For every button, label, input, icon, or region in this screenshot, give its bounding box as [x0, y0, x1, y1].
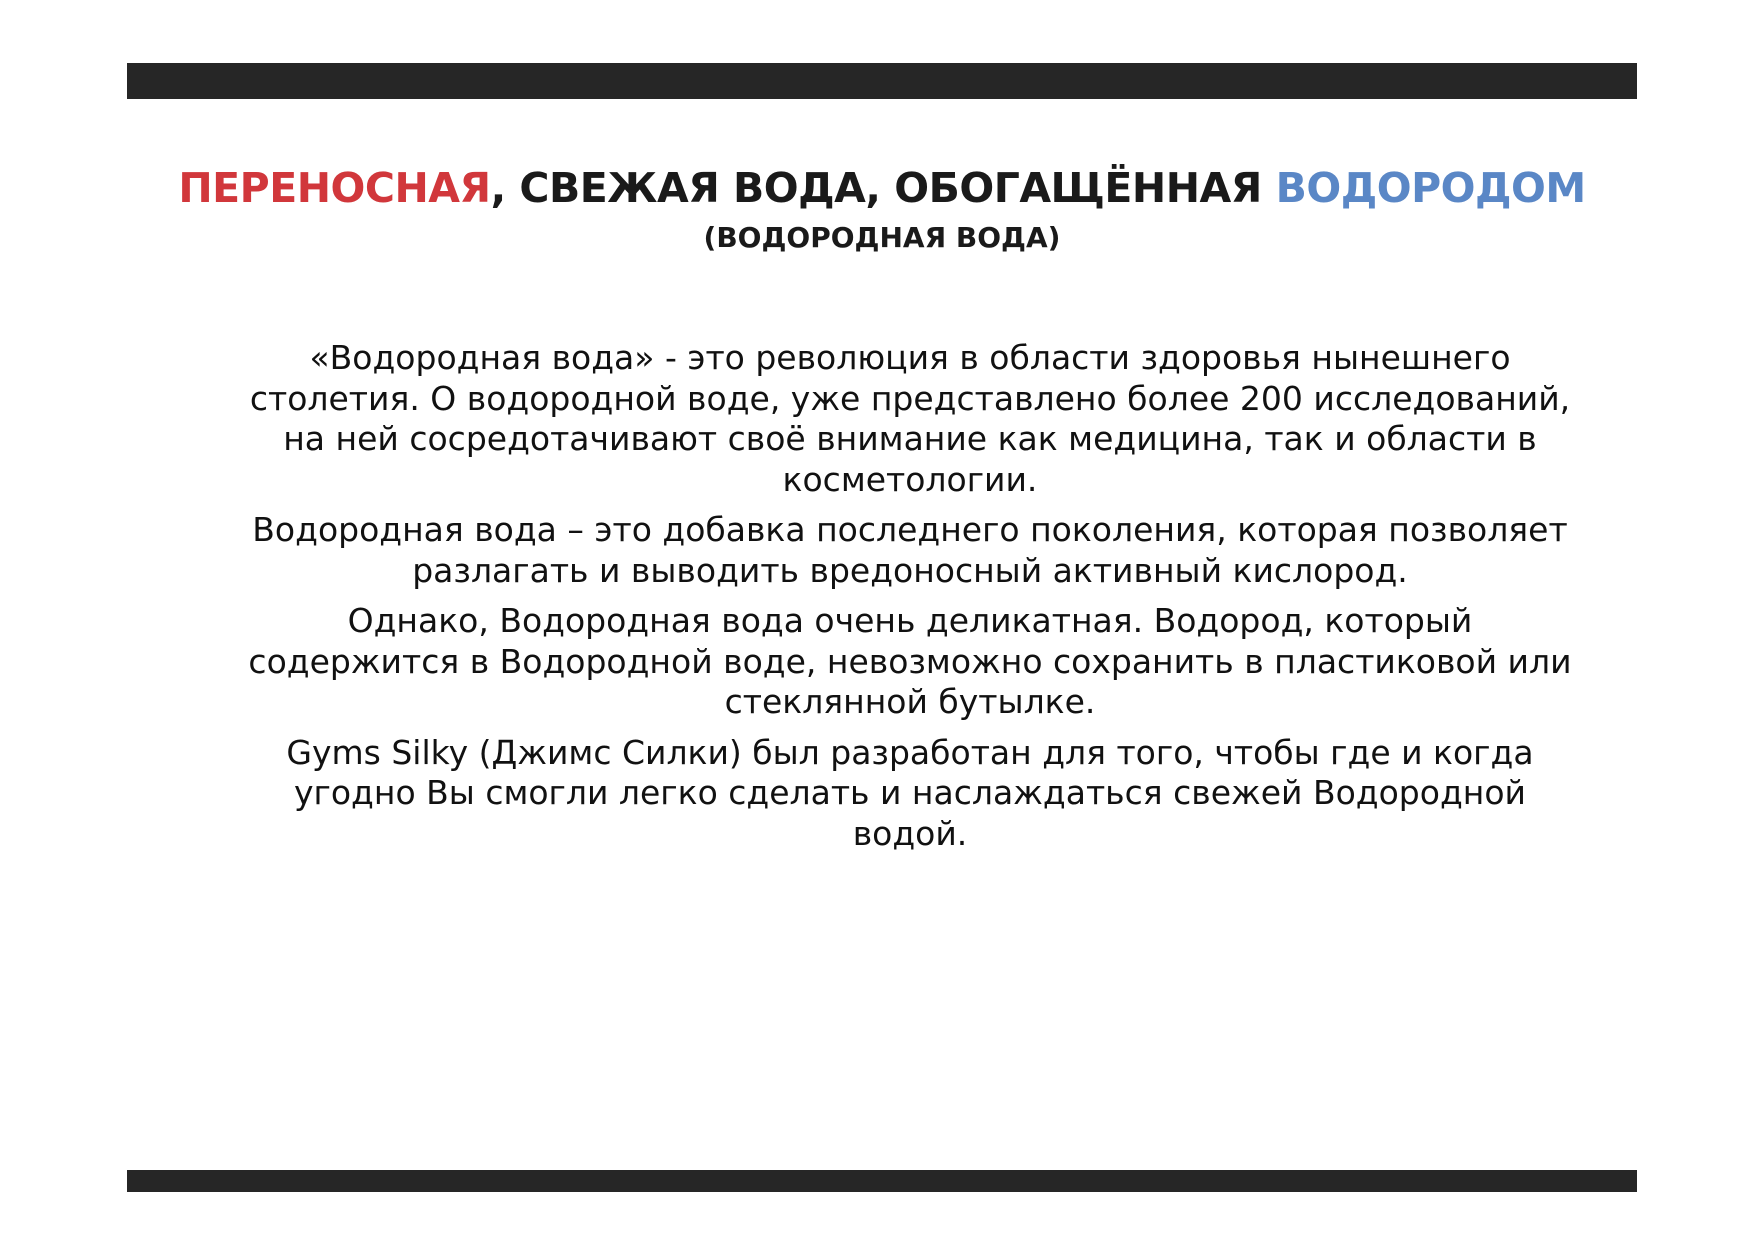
bottom-decorative-bar [127, 1170, 1637, 1192]
header [127, 160, 1637, 258]
paragraph-supplement: Водородная вода – это добавка последнего поколения, которая позволяет разлагать и выводить вредоносный активный кислород. [252, 510, 1568, 590]
paragraph-product: Gyms Silky (Джимс Силки) был разработан для того, чтобы где и когда угодно Вы смогли легко сделать и наслаждаться свежей Водородной водой. [286, 732, 1534, 853]
paragraph-intro: «Водородная вода» - это революция в области здоровья нынешнего столетия. О водородной воде, уже представлено более 200 исследований, на ней сосредотачивают своё внимание как медицина, так и области в косметологии. [249, 338, 1571, 499]
page-subtitle: (ВОДОРОДНАЯ ВОДА) [703, 221, 1061, 254]
title-red-part: ПЕРЕНОСНАЯ [178, 164, 491, 212]
title-blue-part: ВОДОРОДОМ [1275, 164, 1586, 212]
paragraph-delicate: Однако, Водородная вода очень деликатная. Водород, который содержится в Водородной воде, невозможно сохранить в пластиковой или стеклянной бутылке. [248, 601, 1572, 721]
page-title [127, 160, 1637, 216]
top-decorative-bar [127, 63, 1637, 99]
body-text [240, 338, 1580, 864]
title-middle-part: , СВЕЖАЯ ВОДА, ОБОГАЩЁННАЯ [490, 164, 1276, 212]
